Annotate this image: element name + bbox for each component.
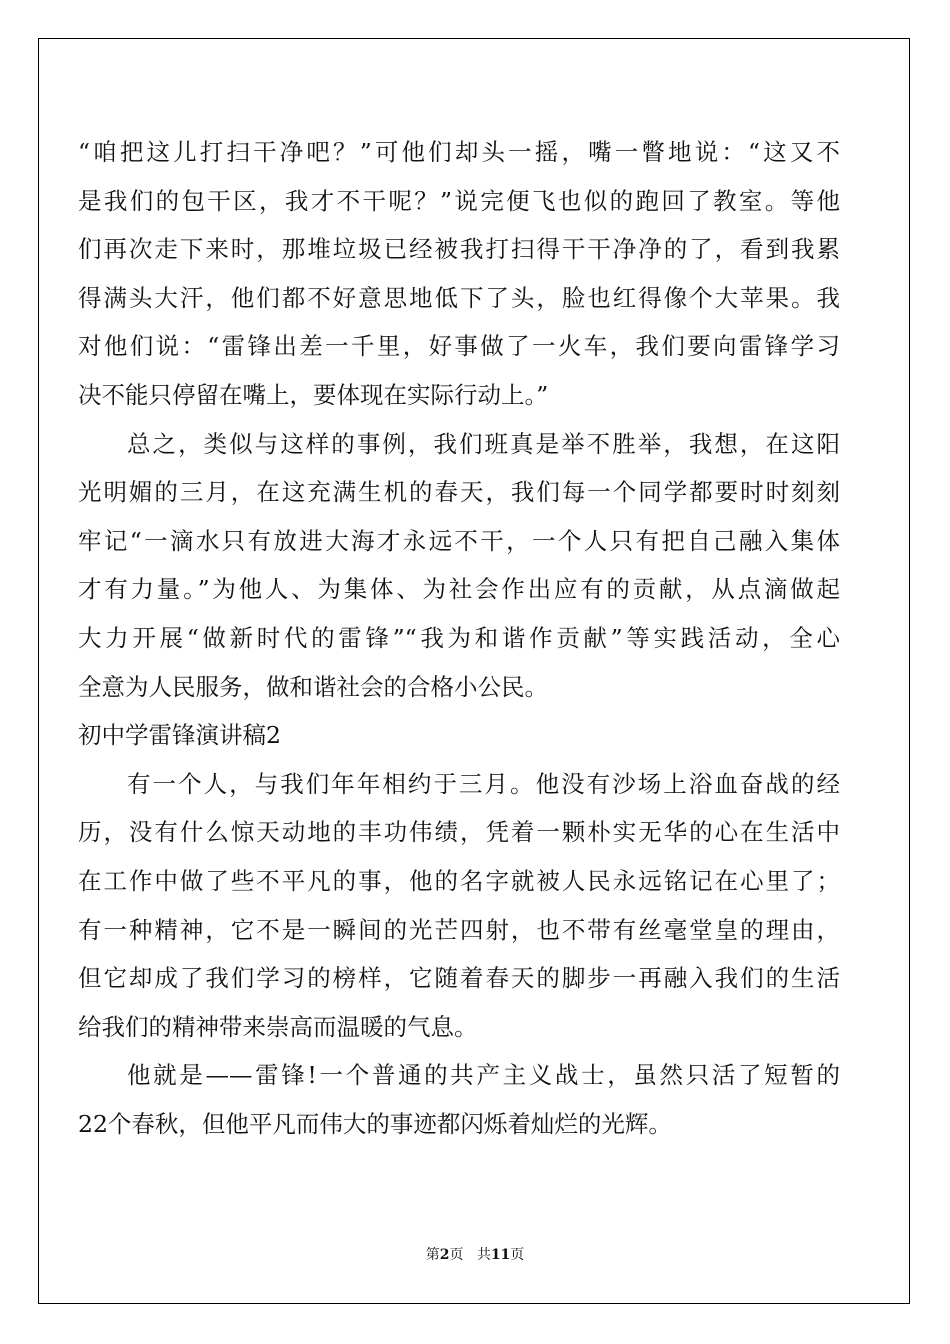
paragraph	[78, 420, 840, 712]
text-line: 总之，类似与这样的事例，我们班真是举不胜举，我想，在这阳	[127, 429, 840, 458]
text-line: 给我们的精神带来崇高而温暖的气息。	[78, 1012, 478, 1041]
paragraph	[78, 128, 840, 420]
page-suffix: 页	[449, 1247, 464, 1263]
page-number: 2	[439, 1247, 450, 1263]
text-line: 全意为人民服务，做和谐社会的合格小公民。	[78, 672, 548, 701]
text-line: 牢记“一滴水只有放进大海才永远不干，一个人只有把自己融入集体	[78, 526, 840, 555]
text-line: 光明媚的三月，在这充满生机的春天，我们每一个同学都要时时刻刻	[78, 478, 840, 507]
paragraph	[78, 1051, 840, 1148]
total-pages: 11	[490, 1247, 511, 1263]
text-line: 们再次走下来时，那堆垃圾已经被我打扫得干干净净的了，看到我累	[78, 235, 840, 264]
text-line: 有一种精神，它不是一瞬间的光芒四射，也不带有丝毫堂皇的理由，	[78, 915, 840, 944]
page-footer	[0, 1244, 950, 1264]
section-heading: 初中学雷锋演讲稿2	[78, 721, 281, 750]
paragraph	[78, 760, 840, 1052]
text-line: 在工作中做了些不平凡的事，他的名字就被人民永远铭记在心里了；	[78, 866, 840, 895]
text-line: 历，没有什么惊天动地的丰功伟绩，凭着一颗朴实无华的心在生活中	[78, 818, 840, 847]
text-line: 大力开展“做新时代的雷锋”“我为和谐作贡献”等实践活动，全心	[78, 623, 840, 652]
total-prefix: 共	[476, 1247, 491, 1263]
text-line: 决不能只停留在嘴上，要体现在实际行动上。”	[78, 380, 549, 409]
text-line: “咱把这儿打扫干净吧？”可他们却头一摇，嘴一瞥地说：“这又不	[78, 138, 840, 166]
text-line: 但它却成了我们学习的榜样，它随着春天的脚步一再融入我们的生活	[78, 964, 840, 993]
total-suffix: 页	[510, 1247, 525, 1263]
text-line: 有一个人，与我们年年相约于三月。他没有沙场上浴血奋战的经	[127, 769, 840, 798]
text-line: 对他们说：“雷锋出差一千里，好事做了一火车，我们要向雷锋学习	[78, 332, 840, 361]
text-line: 是我们的包干区，我才不干呢？”说完便飞也似的跑回了教室。等他	[78, 186, 840, 215]
text-line: 得满头大汗，他们都不好意思地低下了头，脸也红得像个大苹果。我	[78, 283, 840, 312]
text-line: 才有力量。”为他人、为集体、为社会作出应有的贡献，从点滴做起	[78, 575, 840, 604]
page-prefix: 第	[425, 1247, 440, 1263]
document-body	[78, 128, 840, 1148]
text-line: 22个春秋，但他平凡而伟大的事迹都闪烁着灿烂的光辉。	[78, 1109, 672, 1138]
text-line: 他就是——雷锋!一个普通的共产主义战士，虽然只活了短暂的	[127, 1061, 840, 1090]
